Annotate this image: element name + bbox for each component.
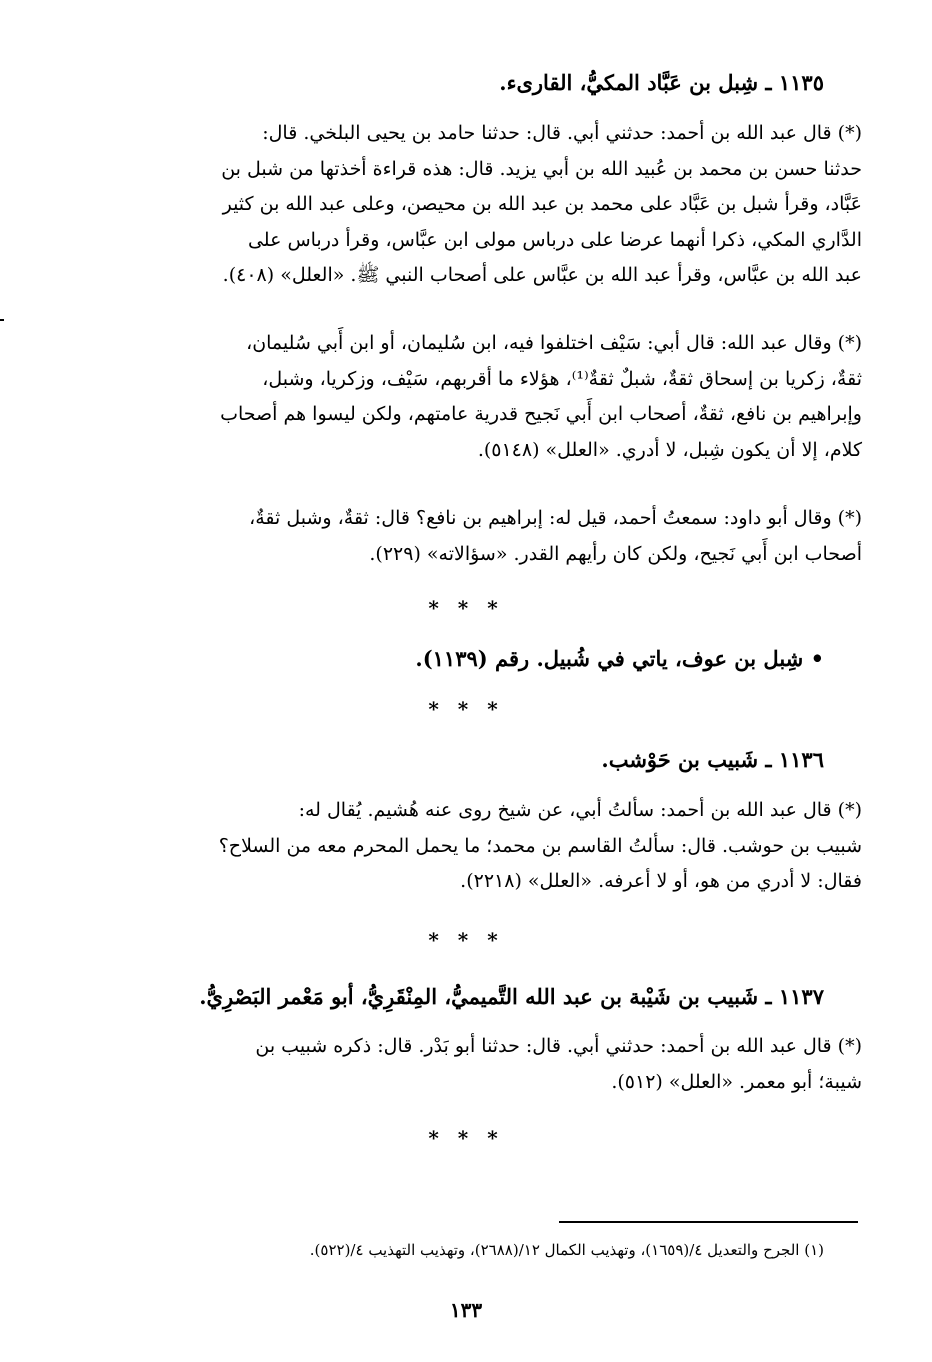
text-line: كلام، إلا أن يكون شِبل، لا أدري. «العلل» (٥١٤٨). [477, 438, 862, 461]
text-line: شيبة؛ أبو معمر. «العلل» (٥١٢). [611, 1070, 862, 1093]
text-line: فقال: لا أدري من هو، أو لا أعرفه. «العلل» (٢٢١٨). [460, 870, 862, 892]
paragraph-1136-1 [90, 793, 862, 900]
text-line: ثقةٌ، زكريا بن إسحاق ثقةٌ، شبلٌ ثقةٌ⁽¹⁾، هؤلاء ما أقربهم، سَيْف، وزكريا، وشبل، [262, 367, 862, 390]
section-separator: * * * [428, 1126, 504, 1150]
text-line: (*) قال عبد الله بن أحمد: حدثني أبي. قال: حدثنا حامد بن يحيى البلخي. قال: [262, 122, 862, 144]
paragraph-1137-1 [90, 1029, 862, 1100]
text-line: (*) قال عبد الله بن أحمد: سألتُ أبي، عن شيخ روى عنه هُشيم. يُقال له: [298, 799, 862, 821]
text-line: وإبراهيم بن نافع، ثقةٌ، أصحاب ابن أَبي نَجيح قدرية عامتهم، ولكن ليسوا هم أصحاب [220, 403, 862, 425]
text-line: (*) وقال عبد الله: قال أبي: سَيْف اختلفوا فيه، ابن سُليمان، أو ابن أَبي سُليمان، [246, 332, 862, 354]
section-separator: * * * [428, 697, 504, 721]
section-separator: * * * [428, 928, 504, 952]
text-line: أصحاب ابن أَبي نَجيح، ولكن كان رأيهم القدر. «سؤالاته» (٢٢٩). [369, 542, 862, 565]
text-line: شبيب بن حوشب. قال: سألتُ القاسم بن محمد؛ ما يحمل المحرم معه من السلاح؟ [218, 834, 862, 857]
page-edge-mark [0, 319, 4, 321]
page-number: ١٣٣ [449, 1298, 483, 1322]
footnote-rule [559, 1221, 858, 1223]
text-line: عَبَّاد، وقرأ شبل بن عَبَّاد على محمد بن عبد الله بن محيصن، وعلى عبد الله بن كثير [222, 193, 862, 215]
text-line: حدثنا حسن بن محمد بن عُبيد الله بن أبي يزيد. قال: هذه قراءة أخذتها من شبل بن [221, 157, 862, 180]
paragraph-1135-2 [90, 326, 862, 468]
paragraph-1135-3 [90, 501, 862, 572]
text-line: (*) قال عبد الله بن أحمد: حدثني أبي. قال: حدثنا أبو بَدْر. قال: ذكره شبيب بن [255, 1035, 862, 1057]
entry-heading-1137: ١١٣٧ ـ شَبيب بن شَيْبة بن عبد الله التَّميميُّ، المِنْقَرِيُّ، أبو مَعْمر البَصْرِيُّ. [199, 984, 824, 1009]
text-line: الدَّاري المكي، ذكرا أنهما عرضا على درباس مولى ابن عبَّاس، وقرأ درباس على [247, 228, 862, 251]
footnote: (١) الجرح والتعديل ٤/(١٦٥٩)، وتهذيب الكمال ١٢/(٢٦٨٨)، وتهذيب التهذيب ٤/(٥٢٢). [309, 1241, 824, 1259]
text-line: عبد الله بن عبَّاس، وقرأ عبد الله بن عبَّاس على أصحاب النبي ﷺ. «العلل» (٤٠٨). [222, 264, 862, 286]
text-line: (*) وقال أبو داود: سمعتُ أحمد، قيل له: إبراهيم بن نافع؟ قال: ثقةٌ، وشبل ثقةٌ، [249, 507, 862, 529]
section-separator: * * * [428, 596, 504, 620]
entry-heading-1135: ١١٣٥ ـ شِبل بن عَبَّاد المكيُّ، القارىء. [499, 70, 824, 95]
cross-reference-heading: • شِبل بن عوف، ياتي في شُبيل. رقم (١١٣٩). [415, 646, 824, 671]
paragraph-1135-1 [90, 116, 862, 294]
entry-heading-1136: ١١٣٦ ـ شَبيب بن حَوْشب. [601, 747, 824, 772]
